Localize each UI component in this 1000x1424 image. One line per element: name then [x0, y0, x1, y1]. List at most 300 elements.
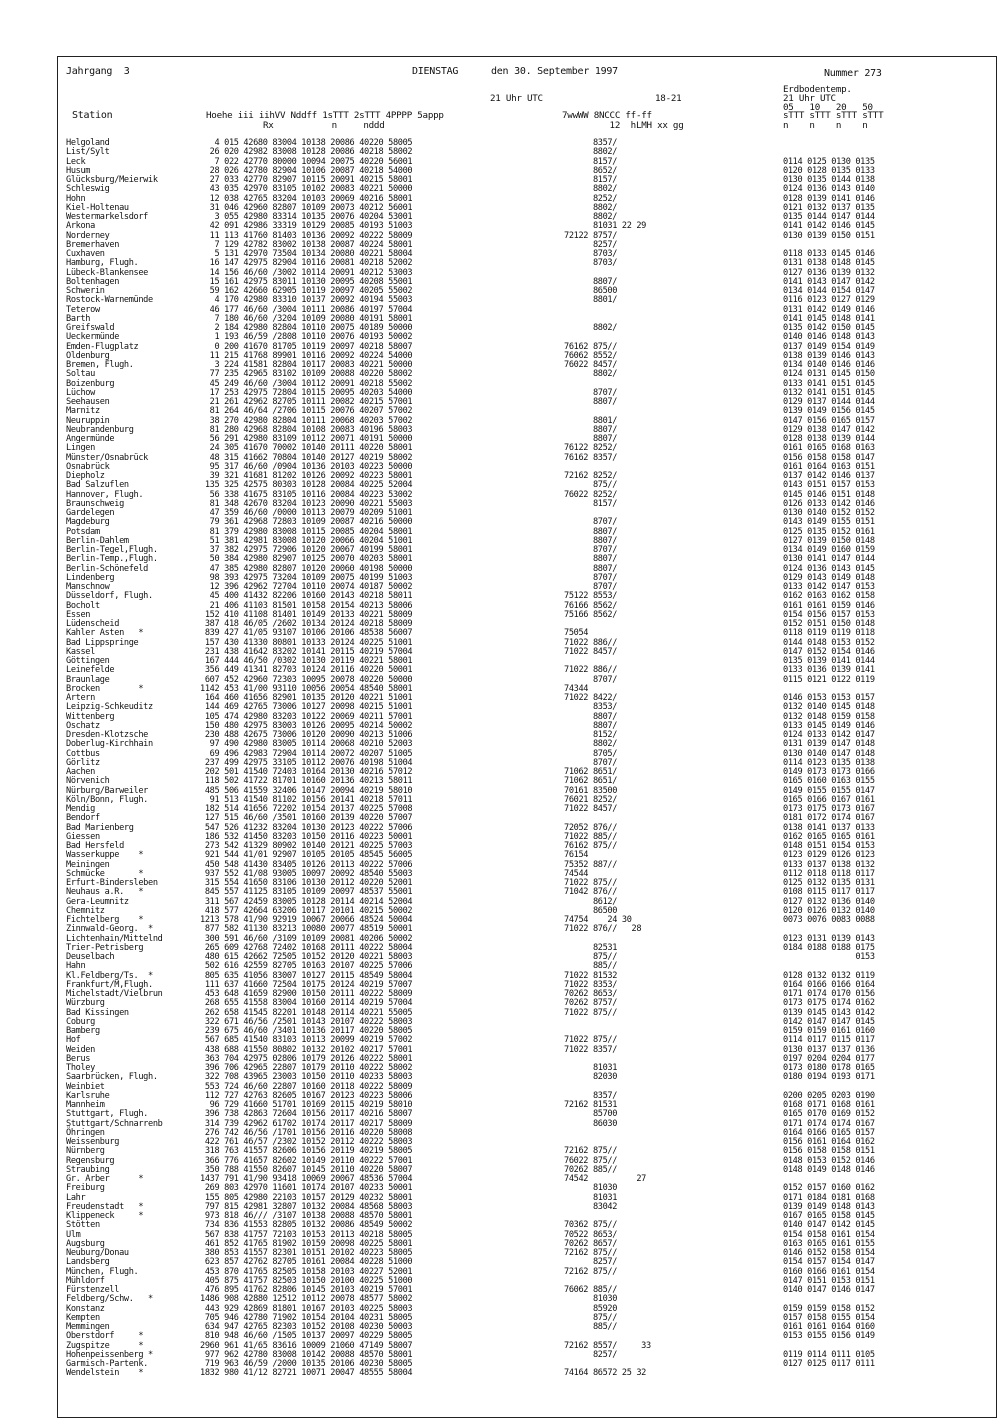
synop-groups: 79 361 42968 72803 10109 20087 40216 50000 [200, 517, 413, 528]
soil-temperatures: 0147 0151 0153 0151 [783, 1275, 875, 1286]
weather-groups: 70522 8653/ [564, 1229, 618, 1240]
synop-groups: 47 385 42980 82807 10120 20060 40198 50000 [200, 563, 413, 574]
synop-groups: 453 648 41659 82900 10150 20111 40222 58009 [200, 989, 413, 999]
synop-groups: 48 315 41662 70804 10140 20127 40219 58002 [200, 452, 413, 463]
synop-groups: 47 359 46/60 /0000 10113 20079 40209 51001 [200, 508, 413, 518]
synop-groups: 318 763 41557 82606 10156 20119 40219 58005 [200, 1146, 413, 1157]
station-name: Kempten [66, 1312, 100, 1323]
soil-temperatures: 0128 0139 0141 0146 [783, 193, 875, 204]
soil-depths: 05 10 20 50 [783, 102, 873, 113]
weather-groups: 85700 [564, 1109, 618, 1120]
station-name: Karlsruhe [66, 1090, 110, 1101]
station-name: Doberlug-Kirchhain [66, 739, 153, 750]
station-name: Stuttgart/Schnarrenb [66, 1118, 163, 1129]
station-name: Hohn [66, 193, 86, 204]
date-label: den 30. September 1997 [491, 66, 618, 77]
station-name: Bad Lippspringe [66, 637, 139, 648]
station-name: Artern [66, 693, 95, 703]
station-name: Berlin-Temp.,Flugh. [66, 554, 158, 565]
station-name: Lübeck-Blankensee [66, 267, 149, 278]
weather-groups [564, 1129, 724, 1138]
weather-groups: 76162 8357/ [564, 452, 618, 463]
synop-groups: 405 875 41757 82503 10150 20100 40225 51000 [200, 1275, 413, 1286]
synop-groups: 422 761 46/57 /2302 10152 20112 40222 58003 [200, 1137, 413, 1147]
synop-groups: 81 280 42968 82804 10108 20083 40196 58003 [200, 424, 413, 435]
synop-groups: 734 836 41553 82805 10132 20086 48549 50002 [200, 1220, 413, 1231]
weather-groups: 8257/ [564, 1349, 618, 1360]
soil-temperatures: 0132 0148 0159 0158 [783, 711, 875, 722]
weather-groups: 72122 8757/ [564, 230, 618, 241]
soil-temperatures: 0154 0156 0157 0153 [783, 609, 875, 620]
weather-groups: 74754 24 30 [564, 915, 632, 925]
station-name: Stötten [66, 1220, 100, 1231]
synop-groups: 567 685 41540 83103 10113 20099 40219 57002 [200, 1035, 413, 1046]
station-name: Barth [66, 313, 91, 324]
weather-groups: 74164 86572 25 32 [564, 1368, 647, 1379]
station-name: Michelstadt/Vielbrun [66, 989, 163, 999]
synop-groups: 127 515 46/60 /3501 10160 20139 40220 57007 [200, 813, 413, 824]
weather-groups: 71062 8651/ [564, 776, 618, 787]
synop-groups: 5 131 42970 73504 10134 20080 40221 58004 [200, 249, 413, 259]
station-name: Lüdenscheid [66, 619, 120, 629]
mid-header-line2: 12 hLMH xx gg [562, 120, 684, 131]
station-name: Potsdam [66, 526, 100, 537]
soil-temperatures: 0180 0194 0193 0171 [783, 1072, 875, 1083]
soil-temperatures: 0156 0158 0158 0151 [783, 1146, 875, 1157]
station-name: Gardelegen [66, 508, 115, 518]
weather-groups: 71042 876// [564, 887, 618, 898]
synop-groups: 21 406 41103 81501 10158 20154 40213 58006 [200, 600, 413, 611]
station-name: Frankfurt/M,Flugh. [66, 979, 153, 990]
weather-groups: 70161 83500 [564, 785, 618, 796]
weather-groups: 8807/ [564, 711, 618, 722]
station-name: Neubrandenburg [66, 424, 134, 435]
station-name: Leinefelde [66, 665, 115, 676]
synop-groups: 322 671 46/56 /2501 10143 20107 40222 58003 [200, 1016, 413, 1027]
station-name: Freiburg [66, 1183, 105, 1194]
station-name: Öhringen [66, 1127, 105, 1138]
station-name: Göttingen [66, 656, 110, 666]
synop-groups: 118 502 41722 81701 10160 20136 40213 58011 [200, 776, 413, 787]
station-name: Garmisch-Partenk. [66, 1359, 149, 1369]
synop-groups: 56 291 42980 83109 10112 20071 40191 50000 [200, 434, 413, 444]
synop-groups: 7 180 46/60 /3204 10109 20080 40191 58001 [200, 313, 413, 324]
soil-temperatures: 0108 0115 0117 0117 [783, 887, 875, 898]
soil-temperatures: 0134 0140 0146 0146 [783, 360, 875, 370]
station-name: Erfurt-Bindersleben [66, 878, 158, 888]
station-name: Seehausen [66, 397, 110, 407]
weather-groups: 875// [564, 952, 618, 962]
station-name: Aachen [66, 767, 95, 777]
soil-temperatures: 0133 0137 0138 0132 [783, 859, 875, 870]
soil-temperatures: 0163 0165 0161 0155 [783, 1238, 875, 1249]
station-name: Helgoland [66, 138, 110, 148]
weather-groups: 8807/ [564, 554, 618, 565]
weather-groups: 71022 8422/ [564, 693, 618, 703]
utc-21-header: 21 Uhr UTC [490, 93, 543, 104]
synop-groups: 797 815 42981 32807 10132 20084 48568 58003 [200, 1201, 413, 1212]
code-header-line1: Hoehe iii iihVV Nddff 1sTTT 2sTTT 4PPPP 5appp [206, 110, 444, 121]
soil-temp-utc: 21 Uhr UTC [783, 93, 836, 104]
station-name: Gera-Leumnitz [66, 896, 129, 907]
station-name: Oberstdorf * [66, 1331, 144, 1342]
weather-groups: 75352 887// [564, 859, 618, 870]
soil-temperatures: 0164 0166 0166 0164 [783, 979, 875, 990]
station-name: Weiden [66, 1044, 95, 1055]
soil-temperatures: 0140 0147 0146 0147 [783, 1285, 875, 1295]
soil-temperatures: 0165 0166 0167 0161 [783, 794, 875, 805]
weather-groups: 86030 [564, 1118, 618, 1129]
weather-groups: 76166 8562/ [564, 600, 618, 611]
synop-groups: 268 655 41558 83004 10160 20114 40219 57004 [200, 998, 413, 1009]
soil-temperatures: 0162 0163 0162 0158 [783, 591, 875, 602]
weather-groups: 85920 [564, 1303, 618, 1314]
weather-groups: 76021 8252/ [564, 794, 618, 805]
weather-groups: 71022 8457/ [564, 646, 618, 657]
soil-temperatures: 0146 0152 0158 0154 [783, 1248, 875, 1258]
synop-groups: 262 658 41545 82201 10148 20114 40221 55005 [200, 1007, 413, 1018]
weather-groups [564, 620, 724, 629]
weather-groups: 70262 885// [564, 1164, 618, 1175]
station-name: Mendig [66, 804, 95, 814]
station-name: Greifswald [66, 323, 115, 333]
station-name: Bad Salzuflen [66, 480, 129, 491]
station-name: Neuhaus a.R. * [66, 887, 144, 898]
weather-groups: 8157/ [564, 175, 618, 185]
weather-groups: 81030 [564, 1183, 618, 1194]
station-name: Weissenburg [66, 1137, 120, 1147]
weather-groups: 71022 8357/ [564, 1044, 618, 1055]
station-name: Feldberg/Schw. * [66, 1294, 153, 1305]
weather-groups: 8807/ [564, 526, 618, 537]
weather-groups: 8357/ [564, 138, 618, 148]
utc-18-21-header: 18-21 [655, 93, 682, 104]
soil-temperatures: 0127 0125 0117 0111 [783, 1359, 875, 1369]
weather-groups: 71022 875// [564, 1035, 618, 1046]
synop-groups: 705 946 42780 71902 10154 20104 40231 58005 [200, 1312, 413, 1323]
weather-groups: 71022 8457/ [564, 804, 618, 814]
soil-temperatures: 0173 0175 0173 0167 [783, 804, 875, 814]
station-name: Norderney [66, 230, 110, 241]
soil-temperatures: 0131 0142 0149 0146 [783, 304, 875, 315]
station-name: Nürnberg [66, 1146, 105, 1157]
weather-groups: 8802/ [564, 202, 618, 213]
weather-groups: 76022 8457/ [564, 360, 618, 370]
synop-groups: 91 513 41540 81102 10156 20141 40218 57011 [200, 794, 413, 805]
weather-groups: 86500 [564, 286, 618, 296]
synop-groups: 39 321 41681 81202 10126 20092 40223 58001 [200, 471, 413, 481]
weather-groups: 8252/ [564, 193, 618, 204]
synop-groups: 276 742 46/56 /1701 10156 20116 40220 58008 [200, 1127, 413, 1138]
station-name: Bad Marienberg [66, 822, 134, 833]
station-name: Hannover, Flugh. [66, 489, 144, 500]
soil-temperatures: 0125 0135 0152 0161 [783, 526, 875, 537]
soil-temperatures: 0167 0165 0158 0145 [783, 1211, 875, 1221]
soil-temperatures: 0146 0153 0153 0157 [783, 693, 875, 703]
weather-groups: 8257/ [564, 1257, 618, 1268]
soil-temperatures: 0128 0132 0132 0119 [783, 970, 875, 981]
soil-temperatures: 0135 0139 0141 0144 [783, 656, 875, 666]
weather-groups: 8807/ [564, 535, 618, 546]
weather-groups: 8802/ [564, 212, 618, 222]
weather-groups: 8157/ [564, 156, 618, 167]
weather-groups: 8707/ [564, 674, 618, 685]
weather-groups: 8357/ [564, 1090, 618, 1101]
synop-groups: 43 035 42970 83105 10102 20083 40221 50000 [200, 184, 413, 195]
soil-temperatures: 0135 0142 0150 0145 [783, 323, 875, 333]
station-name: Mühldorf [66, 1275, 105, 1286]
station-name: Kl.Feldberg/Ts. * [66, 970, 153, 981]
code-header-line2: Rx n nddd [263, 120, 385, 131]
station-name: Stuttgart, Flugh. [66, 1109, 149, 1120]
synop-groups: 26 020 42982 83008 10128 20086 40218 58002 [200, 147, 413, 158]
station-name: Braunlage [66, 674, 110, 685]
synop-groups: 1832 980 41/12 82721 10071 20047 48555 58004 [200, 1368, 413, 1379]
synop-groups: 973 818 46/// /3107 10138 20088 48570 58001 [200, 1211, 413, 1221]
synop-groups: 37 382 42975 72906 10120 20067 40199 58001 [200, 545, 413, 555]
synop-groups: 152 410 41108 81401 10149 20133 40221 58009 [200, 609, 413, 620]
weather-groups: 8652/ [564, 165, 618, 176]
soil-temperatures: 0115 0121 0122 0119 [783, 674, 875, 685]
soil-temperatures: 0124 0131 0145 0150 [783, 369, 875, 380]
weather-groups: 81031 22 29 [564, 221, 647, 232]
synop-groups: 2 184 42980 82804 10110 20075 40189 50000 [200, 323, 413, 333]
weather-groups: 76022 875// [564, 1155, 618, 1166]
station-name: Konstanz [66, 1303, 105, 1314]
weather-groups: 83042 [564, 1201, 618, 1212]
station-name: Essen [66, 609, 91, 620]
soil-temperatures: 0173 0175 0174 0162 [783, 998, 875, 1009]
soil-temperatures: 0130 0139 0150 0151 [783, 230, 875, 241]
station-name: Westermarkelsdorf [66, 212, 149, 222]
station-name: Straubing [66, 1164, 110, 1175]
weather-groups: 8802/ [564, 369, 618, 380]
soil-temperatures: 0147 0156 0165 0157 [783, 415, 875, 426]
synop-groups: 418 577 42664 63206 10117 20101 40215 50002 [200, 905, 413, 916]
station-name: Wendelstein * [66, 1368, 144, 1379]
synop-groups: 17 253 42975 72804 10115 20095 40203 54000 [200, 387, 413, 398]
soil-temperatures: 0114 0123 0135 0138 [783, 757, 875, 768]
synop-groups: 230 488 42675 73006 10120 20090 40213 51006 [200, 730, 413, 740]
synop-groups: 322 708 43965 23003 10150 20110 40233 58003 [200, 1072, 413, 1083]
soil-temperatures: 0129 0137 0144 0144 [783, 397, 875, 407]
weather-groups: 75122 8553/ [564, 591, 618, 602]
synop-groups: 396 738 42863 72604 10156 20117 40216 58007 [200, 1109, 413, 1120]
weather-groups: 8802/ [564, 184, 618, 195]
weather-groups [564, 1018, 724, 1027]
soil-temperatures: 0144 0148 0153 0152 [783, 637, 875, 648]
station-name: Memmingen [66, 1322, 110, 1332]
synop-groups: 315 554 41650 83106 10130 20112 40220 52001 [200, 878, 413, 888]
station-name: Schwerin [66, 286, 105, 296]
station-name: Klippeneck * [66, 1211, 144, 1221]
soil-temp-column [783, 139, 913, 1379]
soil-header-line2: n n n n [783, 120, 868, 131]
synop-groups: 269 803 42970 11601 10174 20107 40233 50001 [200, 1183, 413, 1194]
station-name: Neuburg/Donau [66, 1248, 129, 1258]
synop-groups: 265 609 42768 72402 10168 20111 40222 58004 [200, 942, 413, 953]
station-name: Bendorf [66, 813, 100, 824]
synop-groups: 3 055 42980 83314 10135 20076 40204 53001 [200, 212, 413, 222]
station-name: Coburg [66, 1016, 95, 1027]
weather-groups: 8703/ [564, 258, 618, 269]
weather-groups: 82531 [564, 942, 618, 953]
soil-temperatures: 0128 0138 0139 0144 [783, 434, 875, 444]
station-name: Diepholz [66, 471, 105, 481]
weather-groups: 74544 [564, 868, 589, 879]
weather-groups: 8807/ [564, 563, 618, 574]
station-name: Hahn [66, 961, 86, 972]
weather-groups: 86500 [564, 905, 618, 916]
soil-temperatures: 0140 0146 0148 0143 [783, 332, 875, 343]
synop-groups: 51 381 42981 83008 10120 20066 40204 51001 [200, 535, 413, 546]
soil-temperatures: 0171 0174 0170 0156 [783, 989, 875, 999]
soil-temperatures: 0120 0128 0135 0133 [783, 165, 875, 176]
soil-temperatures: 0130 0135 0144 0138 [783, 175, 875, 185]
station-name: Neuruppin [66, 415, 110, 426]
station-name: Wittenberg [66, 711, 115, 722]
soil-temperatures: 0134 0149 0160 0159 [783, 545, 875, 555]
synop-groups: 314 739 42962 61702 10174 20117 40217 58009 [200, 1118, 413, 1129]
soil-temperatures: 0121 0132 0137 0135 [783, 202, 875, 213]
weather-groups: 72052 876// [564, 822, 618, 833]
synop-groups: 502 616 42559 82705 10163 20107 40225 57006 [200, 961, 413, 972]
soil-temperatures: 0153 [783, 952, 875, 962]
station-name: Zinnwald-Georg. * [66, 924, 153, 935]
synop-groups: 438 688 41550 80802 10132 20102 40217 57001 [200, 1044, 413, 1055]
weather-groups: 71022 8353/ [564, 979, 618, 990]
weather-groups: 8707/ [564, 757, 618, 768]
soil-temperatures: 0154 0157 0154 0147 [783, 1257, 875, 1268]
station-name: Saarbrücken, Flugh. [66, 1072, 158, 1083]
soil-temperatures: 0133 0145 0149 0146 [783, 720, 875, 731]
weekday-label: DIENSTAG [412, 66, 459, 77]
synop-groups: 839 427 41/05 93107 10106 20106 48538 56007 [200, 628, 413, 639]
soil-temperatures: 0197 0204 0204 0177 [783, 1053, 875, 1064]
soil-temperatures: 0132 0140 0145 0148 [783, 702, 875, 713]
station-name: Köln/Bonn, Flugh. [66, 794, 149, 805]
station-name: Berlin-Tegel,Flugh. [66, 545, 158, 555]
station-name: Glücksburg/Meierwik [66, 175, 158, 185]
station-name: Marnitz [66, 406, 100, 417]
weather-groups: 76162 875// [564, 341, 618, 352]
soil-temperatures: 0124 0133 0142 0147 [783, 730, 875, 740]
weather-groups: 8157/ [564, 498, 618, 509]
weather-groups: 70262 8653/ [564, 989, 618, 999]
station-name: Braunschweig [66, 498, 124, 509]
station-name: Schleswig [66, 184, 110, 195]
station-name: Meiningen [66, 859, 110, 870]
soil-temperatures: 0171 0174 0174 0167 [783, 1118, 875, 1129]
station-name: Soltau [66, 369, 95, 380]
soil-temperatures: 0127 0139 0150 0148 [783, 535, 875, 546]
station-column [66, 139, 208, 1379]
station-name: Wasserkuppe * [66, 850, 144, 861]
weather-groups [564, 306, 724, 315]
weather-groups: 71022 876// 28 [564, 924, 642, 935]
synop-groups: 56 338 41675 83105 10116 20084 40223 53002 [200, 489, 413, 500]
soil-temperatures [783, 1369, 913, 1378]
station-name: Angermünde [66, 434, 115, 444]
soil-temperatures: 0137 0149 0154 0149 [783, 341, 875, 352]
synop-groups: 1437 791 41/90 93418 10069 20067 48536 57004 [200, 1174, 413, 1184]
synop-groups: 1 193 46/59 /2808 10110 20076 40193 50002 [200, 332, 413, 343]
weather-groups: 76062 885// [564, 1285, 618, 1295]
station-name: Nürburg/Barweiler [66, 785, 149, 796]
soil-temperatures: 0160 0166 0161 0154 [783, 1266, 875, 1277]
synop-groups: 237 499 42975 33105 10112 20076 40198 51004 [200, 757, 413, 768]
synop-groups: 97 490 42980 83005 10114 20068 40210 52003 [200, 739, 413, 750]
synop-groups: 547 526 41232 83204 10130 20123 40222 57006 [200, 822, 413, 833]
synop-groups: 273 542 41329 80902 10140 20121 40225 57003 [200, 841, 413, 851]
synop-groups: 623 857 42762 82705 10161 20084 40228 51000 [200, 1257, 413, 1268]
synop-groups: 45 400 41432 82206 10160 20143 40218 58011 [200, 591, 413, 602]
synop-groups: 157 430 41330 80801 10133 20124 40225 51001 [200, 637, 413, 648]
weather-groups: 76122 8252/ [564, 443, 618, 454]
synop-groups: 231 438 41642 83202 10141 20115 40219 57004 [200, 646, 413, 657]
weather-groups: 81030 [564, 1294, 618, 1305]
station-name: Hamburg, Flugh. [66, 258, 139, 269]
synop-groups: 16 147 42975 82904 10116 20081 40218 52002 [200, 258, 413, 269]
soil-temperatures: 0118 0119 0119 0118 [783, 628, 875, 639]
synop-groups: 311 567 42459 83005 10128 20114 40214 52004 [200, 896, 413, 907]
weather-groups: 885// [564, 1322, 618, 1332]
soil-temperatures: 0132 0141 0151 0145 [783, 387, 875, 398]
weather-groups: 8353/ [564, 702, 618, 713]
weather-groups: 72162 8252/ [564, 471, 618, 481]
station-name: Würzburg [66, 998, 105, 1009]
synop-groups: 81 264 46/64 /2706 10115 20076 40207 57002 [200, 406, 413, 417]
station-name: Lahr [66, 1192, 86, 1203]
soil-temperatures: 0129 0138 0147 0142 [783, 424, 875, 435]
synop-groups: 45 249 46/60 /3004 10112 20091 40218 55002 [200, 378, 413, 389]
soil-temperatures [783, 139, 913, 148]
weather-groups: 70362 875// [564, 1220, 618, 1231]
weather-groups: 76062 8552/ [564, 350, 618, 361]
soil-temperatures: 0168 0171 0168 0161 [783, 1100, 875, 1110]
synop-groups: 12 396 42962 72704 10110 20074 40187 50002 [200, 582, 413, 592]
soil-temperatures: 0131 0139 0147 0148 [783, 739, 875, 750]
soil-temperatures: 0141 0145 0148 0141 [783, 313, 875, 324]
synop-groups: 366 776 41657 82602 10149 20110 40222 57001 [200, 1155, 413, 1166]
station-name: List/Sylt [66, 147, 110, 158]
station-name: Mannheim [66, 1100, 105, 1110]
synop-groups: 14 156 46/60 /3002 10114 20091 40212 53003 [200, 267, 413, 278]
synop-groups: 96 729 41660 51701 10169 20115 40219 58010 [200, 1100, 413, 1110]
soil-temperatures: 0145 0146 0151 0148 [783, 489, 875, 500]
synop-groups: 150 480 42975 83003 10126 20095 40214 50002 [200, 720, 413, 731]
weather-groups: 875// [564, 480, 618, 491]
synop-groups: 59 162 42660 62905 10119 20097 40205 55002 [200, 286, 413, 296]
weather-groups: 71022 875// [564, 878, 618, 888]
soil-temperatures: 0140 0147 0142 0145 [783, 1220, 875, 1231]
weather-groups: 74542 27 [564, 1174, 647, 1184]
soil-temperatures: 0127 0136 0139 0132 [783, 267, 875, 278]
soil-temperatures: 0184 0188 0188 0175 [783, 942, 875, 953]
station-name: Kassel [66, 646, 95, 657]
synop-groups: 607 452 42960 72303 10095 20078 40220 50000 [200, 674, 413, 685]
weather-groups: 8707/ [564, 582, 618, 592]
station-name: Regensburg [66, 1155, 115, 1166]
synop-groups: 443 929 42869 81801 10167 20103 40225 58003 [200, 1303, 413, 1314]
weather-groups: 8801/ [564, 415, 618, 426]
weather-groups: 71062 8651/ [564, 767, 618, 777]
soil-temperatures: 0118 0133 0145 0146 [783, 249, 875, 259]
synop-groups: 7 022 42770 80000 10094 20075 40220 56001 [200, 156, 413, 167]
weather-groups: 8707/ [564, 387, 618, 398]
soil-temperatures: 0124 0136 0143 0145 [783, 563, 875, 574]
weather-groups: 72162 875// [564, 1266, 618, 1277]
